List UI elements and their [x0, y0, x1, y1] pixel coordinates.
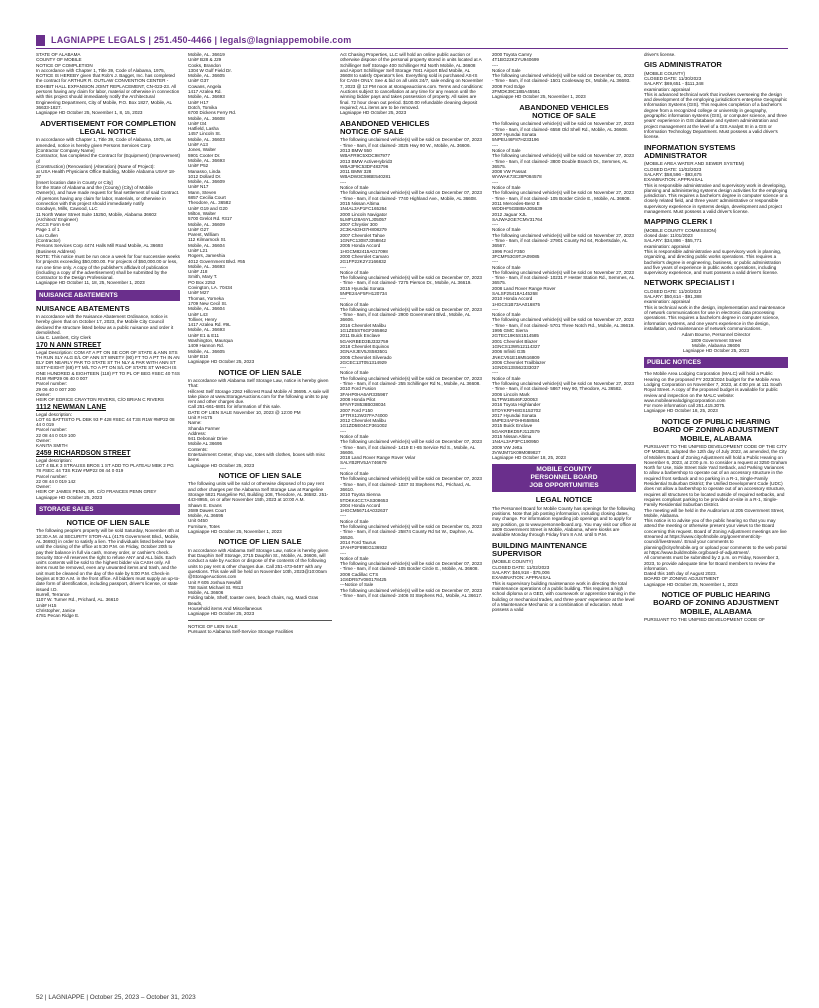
- notice-text: The following unclaimed vehicle(s) will be sold on December 07, 2023 - Time - 9am, if not claimed- 3025 Hwy 90 W., Mobile, AL 36606. 2013 BMW 550 WBAFR9C5XDC987977 2013 BMW ActiveHybrid3 WBA3F9C53DF483796 2011 BMW 328 WBADW3C59BE540281 ---- Notice of Sale The following unclaimed vehicle(s) will be sold on December 07, 2023 - Time - 9am, if not claimed- 7740 Highland Ave., Mobile, AL 36608. 2015 Nissan Altima 1N4AL3AP1FC165264 2000 Lincoln Navigator 5LMFU28A5YLJ05057 2007 Chrysler 300 2C3KA63H37H808279 2007 Chevrolet Tahoe 1GNFC13087J358842 2005 Honda Accord 1HGCM82415A017098 2000 Chevrolet Camaro 2G1FP22K2Y2166832 ---- Notice of Sale The following unclaimed vehicle(s) will be sold on December 07, 2023 - Time - 9am, if not claimed- 7275 Pierson Dr., Mobile, AL 36619. 2015 Hyundai Sonata 5NPE24AF5FH120734 ---- Notice of Sale The following unclaimed vehicle(s) will be sold on December 07, 2023 - Time - 9am, if not claimed- 2900 Government Blvd., Mobile, AL 36606. 2016 Chevrolet Malibu 1G1ZE5ST6GF265862 2011 Buick Enclave 5GAKRBED3BJ332759 2018 Chevrolet Equinox 3GNAXJEV5JS583501 2005 Chevrolet Silverado 2GCEC13T051314929 ---- Notice of Sale The following unclaimed vehicle(s) will be sold on December 07, 2023 - Time - 9am, if not claimed- 255 Schillinger Rd N., Mobile, AL 36608. 2010 Ford Fusion 3FAHP0HA6AR335987 2008 Honda Pilot 5FNYF28538B038034 2007 Ford F150 1FTRX12W37FA74000 2012 Chevrolet Malibu 1G1ZD5E04CF361002 ---- Notice of Sale The following unclaimed vehicle(s) will be sold on December 07, 2023 - Time - 9am, if not claimed- 1419 E I-65 Service Rd S., Mobile, AL 36606. 2018 Land Rover Range Rover Velar SALYB2RV5JA746679 ---- Notice of Sale The following unclaimed vehicle(s) will be sold on December 07, 2023 - Time - 9am, if not claimed- 1037 St Stephens Rd., Prichard, AL 36610. 2010 Toyota Sienna 5TDKK4CC7AS308653 2004 Honda Accord 1HGCM56714A032637 ---- Notice of Sale The following unclaimed vehicle(s) will be sold on December 01, 2023 - Time - 9am, if not claimed- 25874 County Rd 54 W., Daphne, AL 36526. 2014 Ford Taurus 1FAHP2F89EG136932 ---- Notice of Sale The following unclaimed vehicle(s) will be sold on December 07, 2023 - Time - 9am, if not claimed- 105 Border Circle E., Mobile, AL 36608. 2008 Cadillac CTS 1G6DR57V080178425 ---Notice of Sale The following unclaimed vehicle(s) will be sold on December 07, 2023 - Time - 9am, if not claimed- 2406 St Stephens Rd., Mobile, AL 36617.: [340, 137, 483, 598]
- column-4: [492, 52, 636, 986]
- notice-text: The following people's property will be sold Saturday, November 4th at 10:30 A.M. at SECURITY STOR-ALL (4175 Government Blvd., Mobile, AL 36693) in order to satisfy a lien. The individuals listed below have until the closing of the office at 5:30 P.M. on Friday, October 20th to pay their balance in full via cash, money order, or cashier's check. Security Stor-All reserves the right to refuse ANY and ALL bids. Each unit's contents will be sold to the highest bidder via CASH only. All items must be removed, even any unwanted items and trash, and the unit must be cleaned on the day of the sale by 5:00 P.M. Check-in begins at 9:30 A.M. in the front office. All bidders must supply an up-to-date form of identification, including passport, driver's license, or state issued I.D. Burrell, Terrance 1107 W. Turner Rd., Prichard, AL. 36610 Unit# H15 Christopher, Janice 4781 Pecan Ridge E.: [36, 528, 180, 619]
- notice-text: CLOSED DATE: 11/20/2023 SALARY: $50,614 - $91,388 examination: appraisal This is technical work in the design, implementation and maintenance of network communications for use in electronic data processing operations. This requires a bachelor's degree in computer science, information systems, and one year's experience in the design, installation, and maintenance of network communications.: [644, 288, 786, 331]
- notice-heading: ADVERTISEMENT FOR COMPLETION LEGAL NOTICE: [40, 118, 176, 136]
- header-text: LAGNIAPPE LEGALS | 251.450-4466 | legals@lagniappemobile.com: [51, 35, 352, 45]
- legal-columns: [36, 52, 788, 986]
- section-banner: MOBILE COUNTY PERSONNEL BOARD JOB OPPORTUNITIES: [492, 464, 636, 492]
- notice-heading: NOTICE OF PUBLIC HEARING BOARD OF ZONING ADJUSTMENT MOBILE, ALABAMA: [653, 590, 779, 616]
- notice-text: (MOBILE COUNTY) CLOSED DATE: 11/30/2023 SALARY: $69,651 - $111,348 examination: appraisal This is advanced technical work that involves overseeing the design and development of the employing jurisdiction's enterprise Geographic Information Systems (GIS). This requires completion of a bachelor's degree from a recognized college or university in geography, geographic information systems (GIS), or computer science, and three years' experience in GIS database and system administration and project management at the level of a GIS Analyst III in a GIS or Information Technology Department. Must possess a valid driver's license.: [644, 70, 788, 140]
- column-2: [188, 52, 332, 986]
- notice-text: PURSUANT TO THE UNIFIED DEVELOPMENT CODE OF: [644, 617, 765, 623]
- notice-text: PURSUANT TO THE UNIFIED DEVELOPMENT CODE OF THE CITY OF MOBILE, adopted the 12th day of July 2022, as amended, the City of Mobile's Board of Zoning Adjustment will hold a Public Hearing on November 6, 2023, at 2:00 p.m. to consider a request at 3250 Graham North for Use, Side Street Side Yard Setback, and Parking Variances to allow a barbershop to operate out of an accessory structure in the required front setback and no parking in a R-1, Single-Family Residential Suburban District; the Unified Development Code (UDC) does not allow a barbershop to operate out of an accessory structure, requires all structures to be located outside of required setbacks, and requires compliant parking to be provided on-site in a R-1, Single-Family Residential Suburban District. The meeting will be held in the Auditorium at 205 Government Street, Mobile, Alabama. This notice is to advise you of the public hearing so that you may attend the meeting or otherwise present your views to the Board concerning this request. Board of Zoning Adjustment meetings are live streamed at https://www.cityofmobile.org/government/city-council/livestream/. Email your comments to planning@cityofmobile.org or upload your comments to the web portal at https://www.buildmobile.org/board-of-adjustment/. All comments must be submitted by 2 p.m. on Friday, November 3, 2023, to provide adequate time for Board members to review the information. Dated this 16th day of August 2023. BOARD OF ZONING ADJUSTMENT Lagniappe HD October 25, November 1, 2023: [644, 443, 788, 587]
- notice-text: driver's license.: [644, 52, 676, 57]
- notice-text: 2000 Toyota Camry 4T1BG22K2YU940699 ---- Notice of Sale The following unclaimed vehicle(s) will be sold on December 01, 2023 - Time - 9am, if not claimed- 1501 Coolesway Dr., Mobile, AL 36693. 2008 Ford Edge 2FMDK39C18BA45561 Lagniappe HD October 25, November 1, 2023: [492, 52, 634, 100]
- header-rule: [36, 48, 788, 49]
- notice-heading: MAPPING CLERK I: [644, 217, 712, 227]
- notice-heading: NETWORK SPECIALIST I: [644, 278, 735, 288]
- notice-text: In accordance with Alabama Self Storage Law, notice is hereby given That: Hillcrest Self Storage 2262 Hillcrest Road Mobile Al 36695. A sale will take place at www.StorageAuctions.com for the following units to pay rent and other charges due. Call 251-661-6801 for information of this sale. DATE OF LIEN SALE November 10, 2023 @ 12:00 PM Unit # H175 Name: Shanda Farmer Address: 941 Debonair Drive Mobile AL 36695 Contents: Entertainment Center, shop vac, totes with clothes, boxes with misc items Lagniappe HD October 25, 2023: [188, 377, 329, 468]
- notice-heading: LEGAL NOTICE: [535, 495, 593, 505]
- notice-text: In accordance with Alabama Self Storage Law, notice is hereby given that Dauphin Self Storage, 2715 Dauphin St., Mobile, AL 36606, will conduct a sale by Auction or dispose of the contents of the following units to pay rent & other charges due. Call 251-473-6497 with any questions. This sale will be held on November 10th, 2023@10:00am @StorageAuctions.com Unit # 605 Joshua Newbill 758 Saint Michael St. #813 Mobile, AL 36606 Folding table, Shelf, toaster oven, beach chairs, rug, Mardi Gras Beads, Household items And Miscellaneous Lagniappe HD October 25, 2023: [188, 547, 329, 617]
- notice-text: In accordance with the Nuisance Abatement Ordinance, notice is hereby given that on October 17, 2023, the Mobile City Council declared the structure listed below as a public nuisance and order it demolished. Lisa C. Lambert, City Clerk: [36, 314, 174, 341]
- notice-text: The following units will be sold or otherwise disposed of to pay rent and other charges per the Alabama Self Storage Law at Rangeline Storage 5821 Rangeline Rd, Building 108, Theodore, AL 36582. 251-443-8955, on or after November 15th, 2023 at 10:00 A.M. Shawn E. Evans 2689 Dawes Court Mobile, AL 36695 Unit 0450 Furniture, Totes Lagniappe HD October 25, November 1, 2023: [188, 481, 329, 535]
- notice-heading: ABANDONED VEHICLES NOTICE OF SALE: [519, 102, 609, 121]
- notice-heading: NOTICE OF LIEN SALE: [66, 518, 150, 527]
- section-banner: STORAGE SALES: [36, 504, 180, 515]
- notice-text: Mobile, AL. 36619 Unit# B28 & J29 Cooks, Brandon 1304 W Gulf Field Dr. Mobile, AL. 36605 Unit# G37 Cowans, Angela 1417 Azalea Rd. Mobile, AL. 36693 Unit# H17 Dotch, Tomika 6700 Dickens Ferry Rd. Mobile, AL. 36608 Unit# I34 Hatfield, Lasha 1457 Lincoln St. Mobile, AL. 36603 Unit# A13 Jones, Walter 5901 Cooter Dr. Mobile, AL. 36693 Unit# P52 Manasso, Linda 1012 Dollard Dr. Mobile, AL. 36609 Unit# N17 Mann, Steven 6857 Cecilia Court Theodore, AL. 36582 Unit# G19 and G20 Milton, Walter 5700 Grelot Rd. #317 Mobile, AL. 36609 Unit# G27 Parent, William 112 Kilmarnock St. Mobile, AL. 36604 Unit# L21 Rogers, Jameshia 4012 Government Blvd. #55 Mobile, AL. 36693 Unit# J18 Smith, Mary T. PO Box 2252 Covington, LA. 70434 Unit# M27 Thomas, Yorneka 1709 New Cecil St. Mobile, AL. 36604 Unit# L43 Tolliver, Henry 1417 Azalea Rd. #9L Mobile, AL. 36693 Unit# E1 & E11 Washington, Maurqua 1409 Hannon Rd. Mobile, AL. 36605 Unit# B10 Lagniappe HD October 25, 2023: [188, 52, 255, 365]
- notice-text: (MOBILE COUNTY COMMISSION) closed date: 11/01/2023 SALARY: $34,886 - $55,771 examination: appraisal This is responsible administrative and supervisory work in planning, organizing, and directing public works operations. This requires a bachelor's degree in engineering, business, or public administration and five years of experience in public works operations, including supervisory experience, and must possess a valid driver's license.: [644, 227, 782, 276]
- section-marker-icon: [36, 35, 45, 46]
- section-banner: NUISANCE ABATEMENTS: [36, 290, 180, 301]
- notice-text: Act Chasing Properties, LLC will hold an online public auction or otherwise dispose of the personal property stored in units located at A Schillinger Self Storage 400 Schillinger Rd North Mobile, AL 36608 and Airport Schillinger Self Storage 7841 Airport Blvd Mobile, AL 36608 to satisfy Operator's lien. Everything sold is purchased AS-IS for CASH ONLY. See & bid on all units 24/7, sale ending on November 7, 2023 @ 12 PM noon at storageauctions.com. Terms and conditions: Auctions subject to cancellation at any time for any reason until the winning bidder pays and takes possession of property. All sales are final. 72 hour clean out period. $100.00 refundable cleaning deposit required; ALL items are to be removed. Lagniappe HD October 25, 2023: [340, 52, 484, 116]
- page-header: [36, 32, 788, 48]
- notice-text: The Personnel Board for Mobile County has openings for the following positions. Note that job posting information, including closing dates, may change. For information regarding job openings and to apply for any position, go to www.personnelboard.org. You may visit our office at 1809 Government Street in Mobile, Alabama, where kiosks are available Monday through Friday from 8 A.M. until 5 P.M.: [492, 505, 638, 538]
- notice-heading: NUISANCE ABATEMENTS: [36, 303, 130, 313]
- notice-text: The following unclaimed vehicle(s) will be sold on November 27, 2023 - Time - 9am, if not claimed- 6558 Old Shell Rd., Mobile, AL 36608. 2007 Hyundai Sonata 5NPEU46F87H233196 ---- Notice of Sale The following unclaimed vehicle(s) will be sold on November 27, 2023 - Time - 9am, if not claimed- 3800 Double Branch Dr., Semmes, AL 36575. 2008 VW Passat WVWAK73C28P084578 ---- Notice of Sale The following unclaimed vehicle(s) will be sold on November 27, 2023 - Time - 9am, if not claimed- 105 Border Circle E., Mobile, AL 36608. 2011 Mercedes-Benz E WDDHF5GB8BA305639 2012 Jaguar XJL SAJWA2GE7CMV31764 ---- Notice of Sale The following unclaimed vehicle(s) will be sold on November 27, 2023 - Time - 9am, if not claimed- 27901 County Rd 64, Robertsdale, AL 36567. 1996 Ford F350 3FCMF53G9TJA09085 ---- Notice of Sale The following unclaimed vehicle(s) will be sold on November 27, 2023 - Time - 9am, if not claimed- 10231 F Hester Station Rd., Semmes, AL 36575. 2008 Land Rover Range Rover SALSF25418A145268 2010 Honda Accord 1HGCS1B73AA016875 ---- Notice of Sale The following unclaimed vehicle(s) will be sold on November 27, 2023 - Time - 9am, if not claimed- 5701 Three Notch Rd., Mobile, AL 36619. 1995 GMC Sierra 2GTEC19K5S1514585 2001 Chevrolet Blazer 1GNCS13W512114327 2006 Infiniti G35 JNKCV51E16M516809 2006 Chevrolet Trailblazer 1GNDS13S562333037 ---- Notice of Sale The following unclaimed vehicle(s) will be sold on November 27, 2023 - Time - 9am, if not claimed- 5867 Hwy 90, Theodore, AL 36582. 2006 Lincoln Mark 5LTPW18546FJ20053 2016 Toyota Highlander 5TDYKRFH8GS153702 2017 Hyundai Sonata 5NPE24AF0HH558584 2015 Buick Enclave 5GAKRBKD5FJ112579 2015 Nissan Altima 1N4AL3AP3FC190950 2009 VW Jetta 3VWJM71K09M089827 Lagniappe HD October 18, 25, 2023: [492, 121, 635, 461]
- notice-heading: ABANDONED VEHICLES NOTICE OF SALE: [340, 118, 430, 136]
- notice-heading: NOTICE OF PUBLIC HEARING BOARD OF ZONING ADJUSTMENT MOBILE, ALABAMA: [653, 416, 779, 443]
- column-1: [36, 52, 180, 986]
- column-5: [644, 52, 788, 986]
- notice-heading: NOTICE OF LIEN SALE: [218, 367, 302, 377]
- notice-heading: GIS ADMINISTRATOR: [644, 60, 722, 70]
- notice-heading: NOTICE OF LIEN SALE: [218, 470, 302, 480]
- notice-heading: BUILDING MAINTENANCE SUPERVISOR: [492, 540, 590, 559]
- column-3: [340, 52, 484, 986]
- page-footer: 52 | LAGNIAPPE | October 25, 2023 – October 31, 2023: [36, 994, 196, 1001]
- notice-heading: INFORMATION SYSTEMS ADMINISTRATOR: [644, 142, 738, 160]
- section-banner: PUBLIC NOTICES: [644, 357, 788, 368]
- property-address: 170 N ANN STREET: [36, 341, 102, 349]
- notice-text: (MOBILE AREA WATER AND SEWER SYSTEM) CLOSED DATE: 11/02/2023 SALARY: $58,596 - $93,675 EXAMINATION: APPRAISAL This is responsible administrative and supervisory work in developing, planning and administering systems design activities for the employing jurisdiction. This requires a bachelor's degree in computer science or a closely related field, and three years' administrative or responsible supervisory experience in systems design, development and project management. Must possess a valid driver's license.: [644, 161, 788, 215]
- notice-heading: NOTICE OF LIEN SALE: [218, 537, 302, 547]
- notice-text: STATE OF ALABAMA COUNTY OF MOBILE NOTICE OF COMPLETION In accordance with Chapter 1, Title 39, Code of Alabama, 1975, NOTICE IS HEREBY given that Rob's J. Bagget, Inc. has completed the contract for ARTHUR R. OUTLAW CONVENTION CENTER - EXHIBIT HALL EXPANSION JOINT REPLACEMENT, CN-023-23. All persons having any claim for labor, material or otherwise in connection with this project should immediately notify the Architectural Engineering Department, City of Mobile, P.O. Box 1827, Mobile, AL 36633-1827. Lagniappe HD October 25, November 1, 8, 15, 2023: [36, 52, 180, 116]
- notice-text: NOTICE OF LIEN SALE Pursuant to Alabama Self-Service Storage Facilities: [188, 623, 294, 634]
- notice-text: In accordance with Chapter 1, Title 39, Code of Alabama, 1975, as amended, notice is hereby given Persons Services Corp [Contractor Company Name] Contractor, has completed the Contract for (Equipment) (Improvement) of (Construction) (Renovation) (Alteration) (Name of Project): at USA Health Physicians Office Building, Mobile Alabama USA# 18-37 [Insert location date in County or City] for the State of Alabama and the (County) (City) of Mobile Owner(s), and have made request for final settlement of said Contract. All persons having any claim for labor, materials, or otherwise in connection with this project should immediately notify Goodwyn, Mills, Cawood, LLC 11 North Water Street Suite 15250, Mobile, Alabama 36602 (Architect/ Engineer) ACCS Form 6-M Page 1 of 1 Lou Cullen (Contractor) Persons Services Corp 4474 Halls Mill Road Mobile, AL 36693 (Business Address) NOTE: This notice must be run once a week for four successive weeks for projects exceeding $50,000.00. For projects of $50,000.00 or less, run one time only. A copy of the publisher's affidavit of publication (including a copy of the advertisement) shall be submitted by the Contractor to the Design Professional. Lagniappe HD October 11, 18, 25, November 1, 2023: [36, 137, 180, 286]
- notice-text: Legal description: LOT 61 BATTISTO PL DBK 93 P 428 #SEC 44 T3S R1W #MP22 08 44 0 019 Parcel number: 22 08 44 0 019 100 Owner: KANITA SMITH: [36, 411, 175, 449]
- signature-block: Adam Bourne, Personnel Director 1809 Government Street Mobile, Alabama 36606 Lagniappe HD October 25, 2023: [681, 332, 751, 354]
- divider: [188, 620, 332, 621]
- property-address: 2459 RICHARDSON STREET: [36, 449, 131, 457]
- notice-text: (MOBILE COUNTY) CLOSED DATE: 11/02/2023 SALARY: $46,918 - $75,006 EXAMINATION: APPRAISAL This is supervisory building maintenance work in directing the total maintenance operations of a public building. This requires a high school diploma or a GED, with coursework or apprentice training in the building or mechanical trades, and three years' experience at the level of a Maintenance Mechanic or a combination of education. Must possess a valid: [492, 559, 636, 613]
- notice-text: Legal Description: COM AT A PT ON SE COR OF STATE & ANN STS TH RUN SLY ALG E/L OF ANN ST WNETY (90) FT TO A PT TH IN AN ELY DIR NEARLY PAR TO STATE ST TH NLY & PAR WITH ANN ST SIXTY-EIGHT (68) FT M/L TO A PT ON S/L OF STATE ST WHICH IS ONE HUNDRED & EIGHTEEN (118) FT TO PL OF BEG #SEC 40 T4S R1W #MP29 06 40 0 007 Parcel number: 29 06 40 0 007 200 Owner: HEIR OF EDRICE CRAYTON RIVERS, C/O BRIAN C RIVERS: [36, 349, 180, 403]
- notice-text: Legal description: LOT 4 BLK 3 STRAUSS BROS 1 ST ADD TO PLATEAU MBK 2 PG 78 #SEC 44 T3S R1W #MP22 08 44 0 019 Parcel number: 22 08 44 0 019 142 Owner: HEIR OF JAMES PENN, SR. C/O FRANCES PENN GREY Lagniappe HD October 25, 2023: [36, 457, 174, 500]
- notice-text: The Mobile Area Lodging Corporation (MALC) will hold a Public Hearing on the proposed FY 2023/2024 budget for the Mobile Area Lodging Corporation on November 7, 2023, at 4:00 pm at 111 South Royal Street. A copy of the proposed budget is available for public review and inspection on the MALC website: www.mobilearealodgingcorporation.com For more information call 251.415.3075. Lagniappe HD October 18, 25, 2023: [644, 371, 782, 414]
- property-address: 1112 NEWMAN LANE: [36, 403, 107, 411]
